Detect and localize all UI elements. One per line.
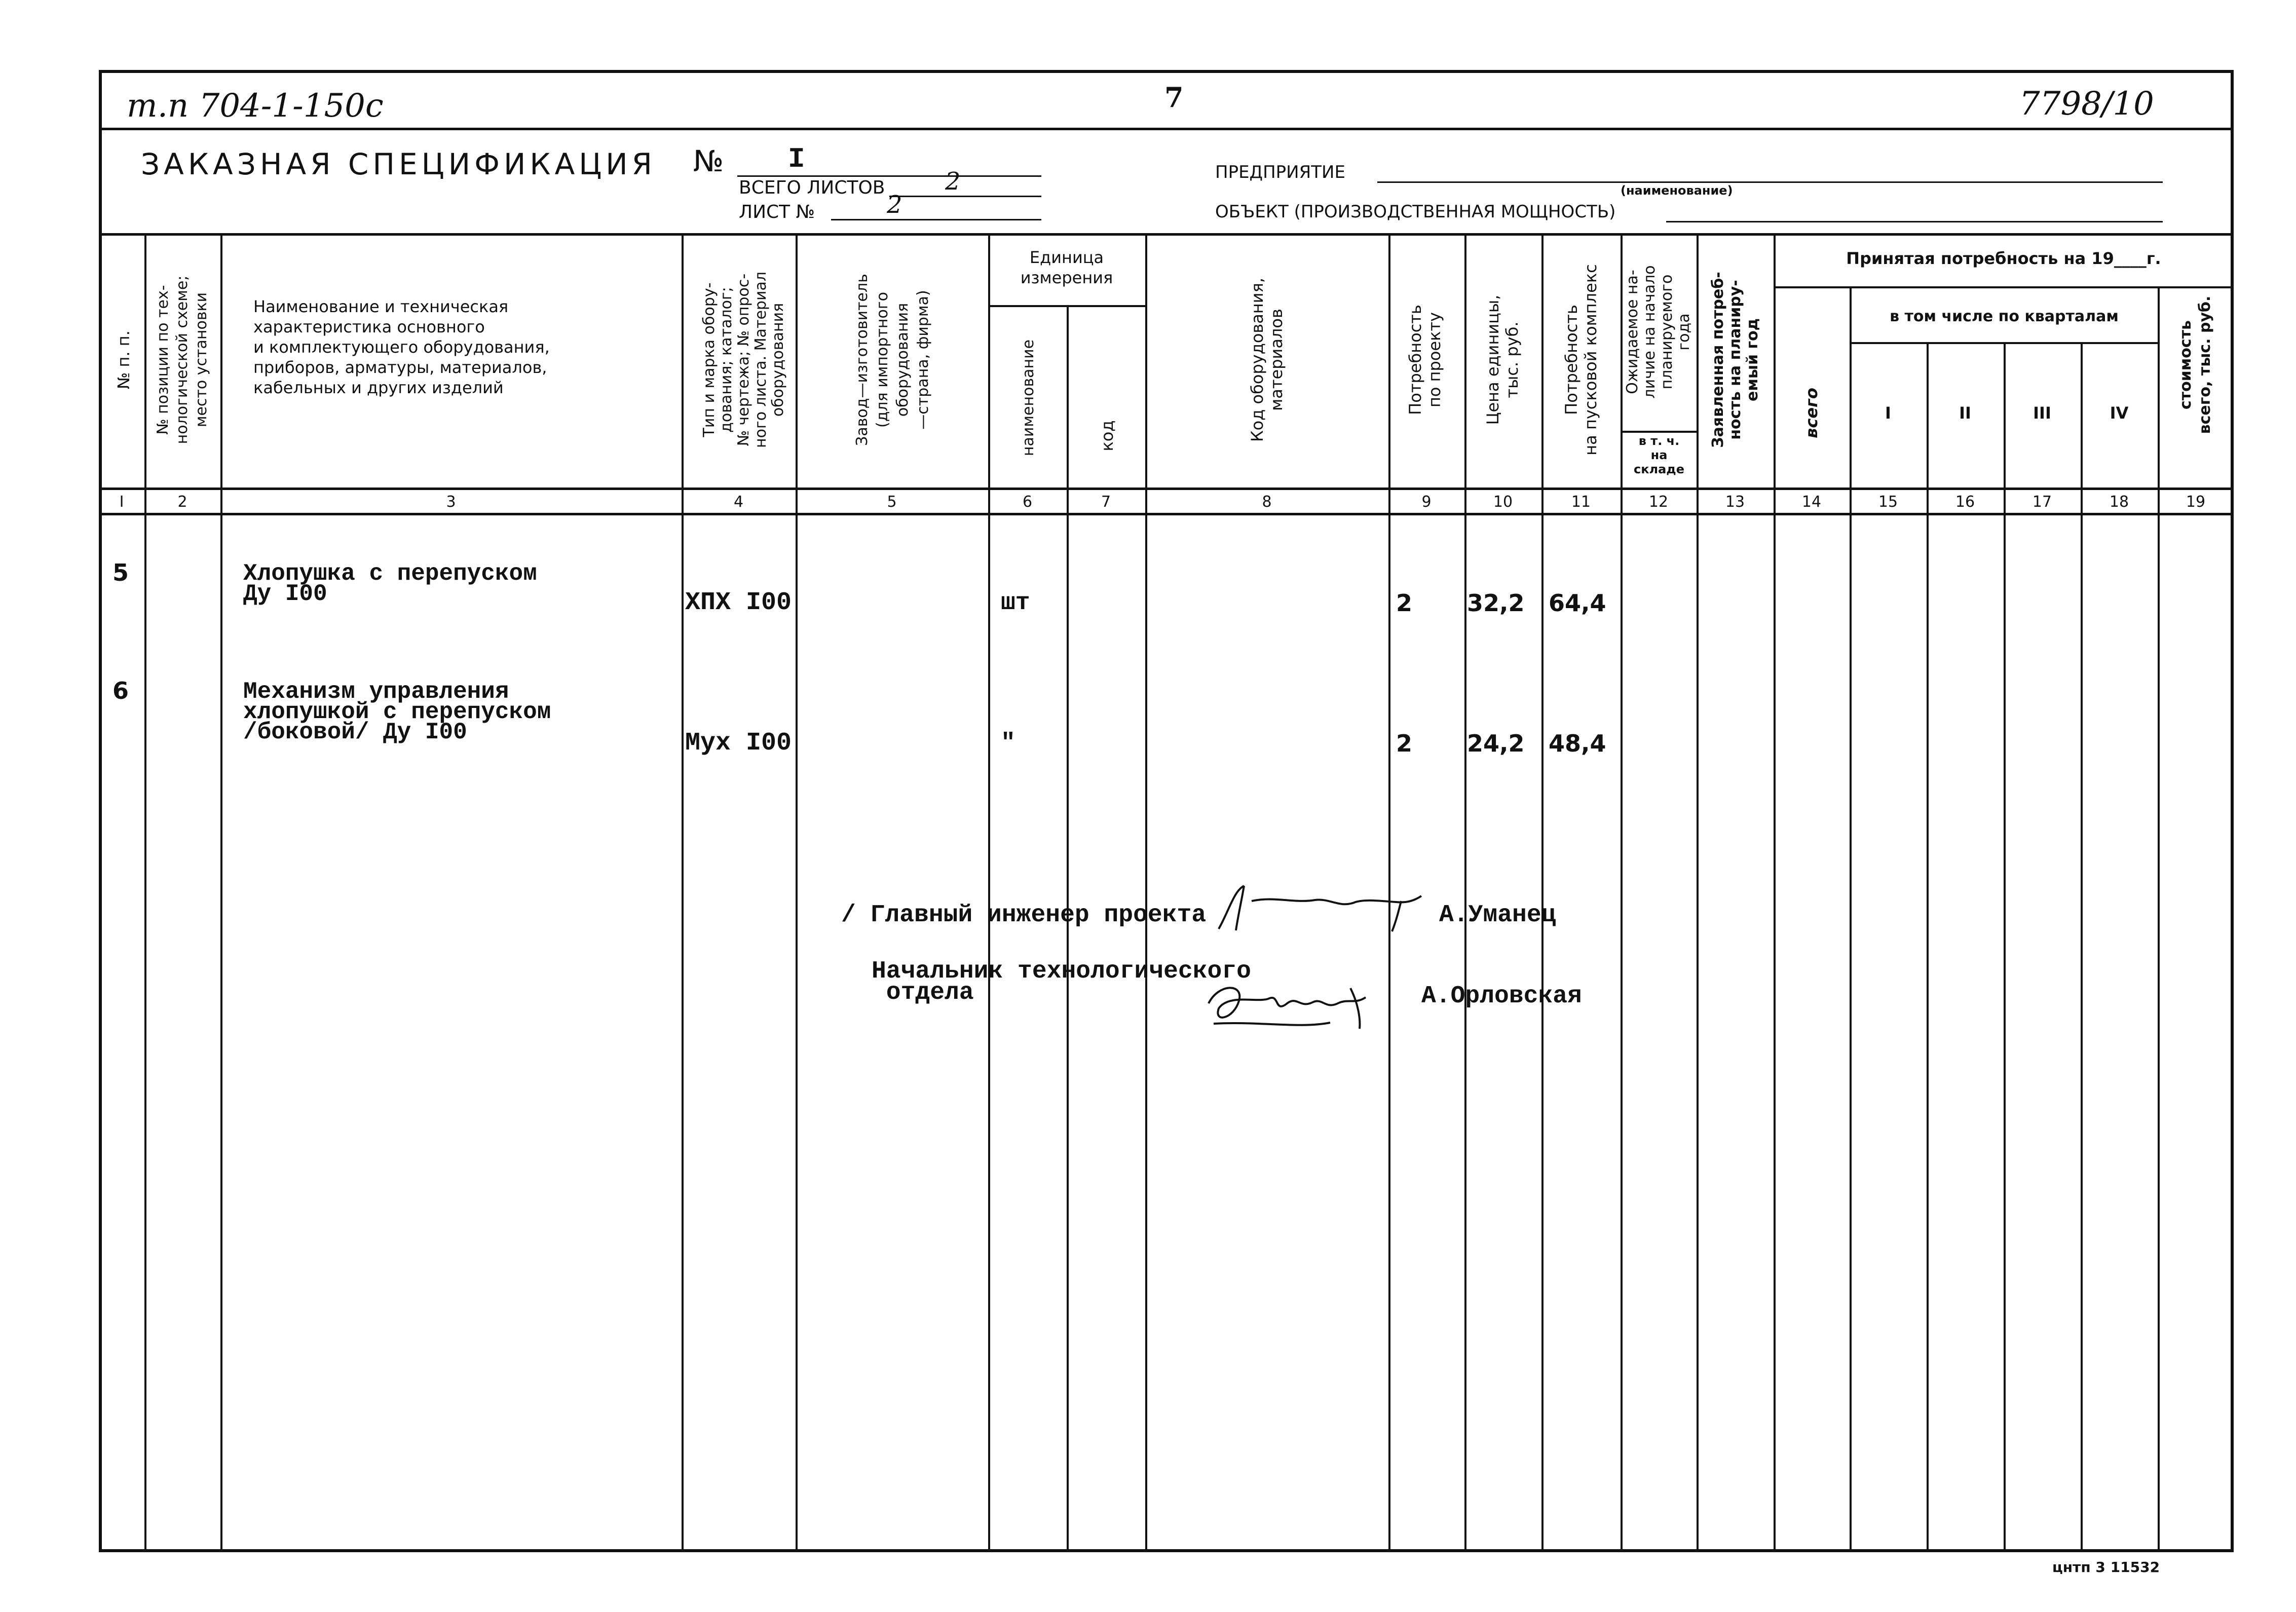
total-sheets-field: [889, 167, 1041, 197]
header-quarter-3: III: [2033, 403, 2051, 423]
column-number: 19: [2186, 493, 2206, 511]
column-divider: [1541, 233, 1544, 1552]
number-label: №: [693, 144, 724, 178]
column-number: 16: [1955, 493, 1975, 511]
header-total: всего: [1802, 388, 1821, 438]
footer-code: цнтп 3 11532: [2052, 1559, 2160, 1576]
row-total: 64,4: [1549, 589, 1606, 617]
column-number: 9: [1421, 493, 1432, 511]
row-unit: ": [1001, 730, 1015, 757]
form-title: ЗАКАЗНАЯ СПЕЦИФИКАЦИЯ: [141, 147, 656, 181]
accepted-group-line: [1774, 286, 2234, 288]
object-label: ОБЪЕКТ (ПРОИЗВОДСТВЕННАЯ МОЩНОСТЬ): [1215, 202, 1616, 222]
column-number: 5: [887, 493, 897, 511]
row-qty: 2: [1396, 730, 1413, 757]
header-accepted-group: Принятая потребность на 19____г.: [1846, 249, 2161, 268]
header-unit-group: Единица измерения: [1020, 248, 1113, 287]
column-divider: [2158, 286, 2160, 1552]
row-price: 24,2: [1467, 730, 1525, 757]
title-band-divider: [99, 233, 2234, 236]
header-equipment-code: Код оборудования, материалов: [1248, 277, 1286, 442]
row-name: Хлопушка с перепуском Ду I00: [243, 560, 537, 607]
column-number: 2: [177, 493, 187, 511]
chief-engineer-signature: [1214, 881, 1426, 936]
total-sheets-value: 2: [945, 167, 961, 196]
column-divider: [220, 233, 222, 1552]
column-divider: [1145, 233, 1147, 1552]
header-project-need: Потребность по проекту: [1406, 305, 1444, 415]
column-divider: [1697, 233, 1699, 1552]
unit-group-line: [988, 305, 1145, 307]
header-manufacturer: Завод—изготовитель (для импортного оборудования —страна, фирма): [853, 274, 932, 446]
document-reference-left: т.п 704-1-150с: [127, 87, 384, 125]
total-sheets-label: ВСЕГО ЛИСТОВ: [739, 177, 885, 198]
header-bottom-line: [99, 488, 2234, 490]
header-expected-stock: Ожидаемое на- личие на начало планируемого года: [1624, 265, 1693, 399]
column-number: 6: [1022, 493, 1033, 511]
column-number: 3: [446, 493, 456, 511]
header-type-brand: Тип и марка обору- дования; каталог; № чертежа; № опрос- ного листа. Материал оборудования: [700, 271, 787, 448]
department-head-signature: [1198, 973, 1401, 1034]
row-name: Механизм управления хлопушкой с перепуском /боковой/ Ду I00: [243, 679, 551, 745]
column-number: I: [119, 493, 124, 511]
column-number: 13: [1725, 493, 1745, 511]
column-divider: [1850, 286, 1852, 1552]
column-divider: [1927, 342, 1929, 1552]
column-number: 11: [1571, 493, 1591, 511]
column-number: 15: [1878, 493, 1898, 511]
chief-engineer-title: / Главный инженер проекта: [841, 902, 1207, 929]
column-divider: [682, 233, 684, 1552]
stock-sub-line: [1621, 431, 1697, 433]
column-divider: [2081, 342, 2083, 1552]
row-price: 32,2: [1467, 589, 1525, 617]
column-number: 7: [1101, 493, 1111, 511]
row-type: ХПХ I00: [685, 588, 792, 617]
header-declared-need: Заявленная потреб- ность на планиру- емый год: [1709, 272, 1761, 448]
header-cost: стоимость всего, тыс. руб.: [2177, 295, 2214, 434]
header-quarter-4: IV: [2110, 403, 2129, 423]
column-divider: [988, 233, 990, 1552]
column-number: 8: [1262, 493, 1272, 511]
department-head-title: Начальник технологического отдела: [872, 958, 1251, 1006]
column-number: 17: [2032, 493, 2052, 511]
header-quarter-1: I: [1885, 403, 1891, 423]
enterprise-field: [1377, 157, 2163, 183]
header-quarters-group: в том числе по кварталам: [1890, 308, 2119, 325]
top-band-divider: [99, 128, 2234, 130]
column-divider: [1774, 233, 1776, 1552]
row-total: 48,4: [1549, 730, 1606, 757]
naming-note: (наименование): [1621, 183, 1733, 198]
column-divider: [796, 233, 798, 1552]
header-row-number: № п. п.: [114, 330, 133, 389]
column-number: 4: [733, 493, 744, 511]
quarters-group-line: [1850, 342, 2159, 344]
column-divider: [2004, 342, 2006, 1552]
document-reference-right: 7798/10: [2019, 85, 2154, 123]
sheet-label: ЛИСТ №: [739, 202, 815, 222]
header-quarter-2: II: [1959, 403, 1971, 423]
row-unit: шт: [1001, 589, 1030, 617]
row-number: 6: [112, 677, 129, 704]
chief-engineer-name: А.Уманец: [1439, 902, 1556, 929]
object-field: [1666, 198, 2163, 222]
enterprise-label: ПРЕДПРИЯТИЕ: [1215, 162, 1345, 182]
sheet-field: [831, 191, 1041, 220]
header-position: № позиции по тех- нологической схеме; место установки: [154, 275, 210, 444]
header-in-stock: в т. ч. на складе: [1634, 434, 1684, 476]
page-number: 7: [1164, 81, 1184, 114]
row-number: 5: [112, 559, 129, 586]
column-number: 10: [1493, 493, 1513, 511]
column-divider: [1464, 233, 1466, 1552]
header-name-characteristics: Наименование и техническая характеристика основного и комплектующего оборудования, приборов, арматуры, материалов, кабельных и других изделий: [253, 297, 550, 397]
header-startup-need: Потребность на пусковой комплекс: [1562, 264, 1600, 456]
column-number: 12: [1648, 493, 1669, 511]
header-unit-price: Цена единицы, тыс. руб.: [1483, 294, 1522, 425]
header-unit-code: код: [1098, 420, 1117, 452]
header-unit-name: наименование: [1020, 339, 1037, 457]
column-number: 18: [2109, 493, 2129, 511]
column-divider: [144, 233, 146, 1552]
department-head-name: А.Орловская: [1421, 983, 1582, 1010]
row-qty: 2: [1396, 589, 1413, 617]
row-type: Мух I00: [685, 729, 792, 758]
sheet-value: 2: [887, 191, 902, 219]
column-number: 14: [1801, 493, 1822, 511]
number-value: I: [788, 143, 805, 175]
form-frame: [99, 70, 2234, 1552]
